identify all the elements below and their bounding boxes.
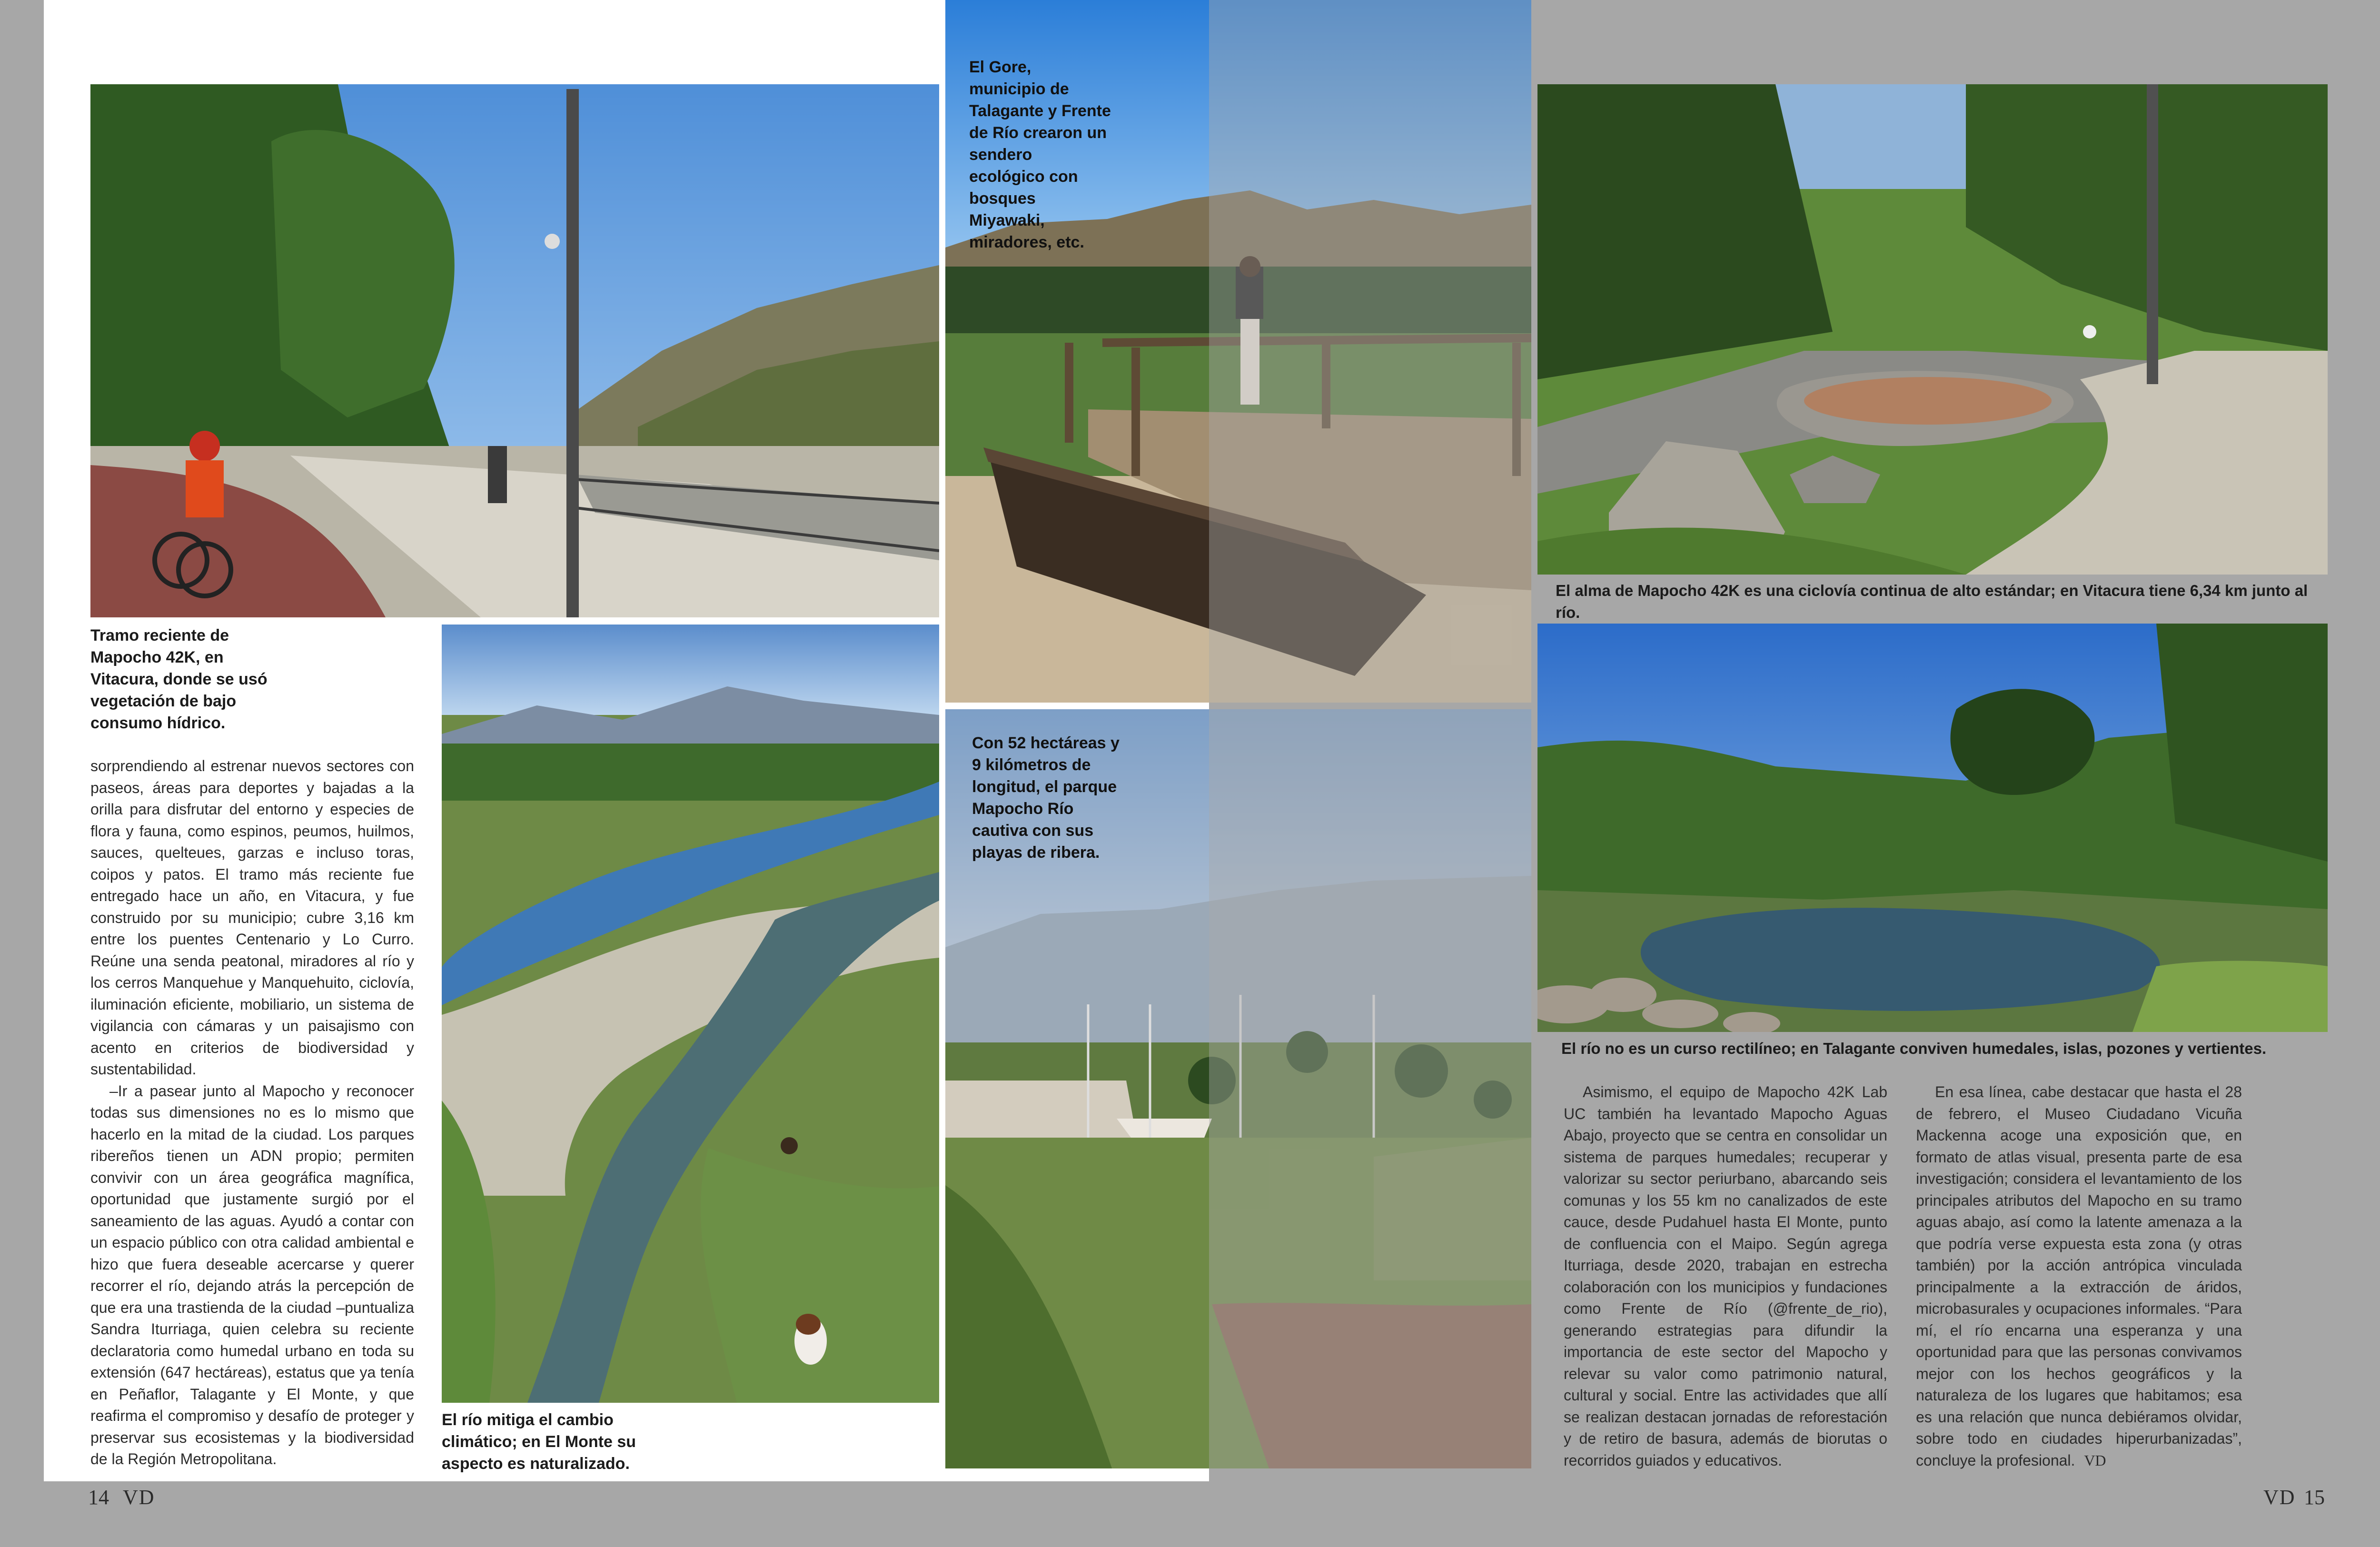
right-col2-paragraph (1916, 1081, 2242, 1471)
caption-el-monte-river: El río mitiga el cambio climático; en El Monte su aspecto es naturalizado. (442, 1411, 636, 1473)
photo-cyclist-bike-path (90, 84, 939, 617)
left-body-paragraph-1: sorprendiendo al estrenar nuevos sectores con paseos, áreas para deportes y bajadas a la orilla para disfrutar del entorno y especies de flora y fauna, como espinos, peumos, huilmos, sauces, quelteues, garzas e incluso toras, coipos y patos. El tramo más reciente fue entregado hace un año, en Vitacura, y fue construido por su municipio; cubre 3,16 km entre los puentes Centenario y Lo Curro. Reúne una senda peatonal, miradores al río y los cerros Manquehue y Manquehuito, ciclovía, iluminación eficiente, mobiliario, un sistema de vigilancia con cámaras y un paisajismo con acento en criterios de biodiversidad y sustentabilidad. (90, 757, 414, 1078)
caption-ciclovia-vitacura: El alma de Mapocho 42K es una ciclovía continua de alto estándar; en Vitacura tiene 6,34 km junto al río. (1556, 582, 2308, 621)
photo-ciclovia-boulder (1537, 84, 2328, 575)
caption-gore-sendero: El Gore, municipio de Talagante y Frente de Río crearon un sendero ecológico con bosques Miyawaki, miradores, etc. (969, 58, 1111, 251)
right-page-number: 15 (2304, 1486, 2325, 1509)
photo-talagante-pond (1537, 624, 2328, 1032)
gray-tint-overlay-bottom (1209, 709, 1531, 1468)
right-col2-text: En esa línea, cabe destacar que hasta el 28 de febrero, el Museo Ciudadano Vicuña Mackenna acoge una exposición que, en formato de atlas visual, presenta parte de esa investigación; considera el levantamiento de los principales atributos del Mapocho en su tramo aguas abajo, así como la latente amenaza a la que podría verse expuesta esta zona (y otras también) por la acción antrópica vinculada principalmente a la extracción de áridos, microbasurales y ocupaciones informales. “Para mí, el río encarna una esperanza y una oportunidad para que las personas convivamos mejor con los hechos geográficos y la naturaleza de los lugares que habitamos; esa es una relación que nunca debiéramos olvidar, sobre todo en ciudades hiperurbanizadas”, concluye la profesional. (1916, 1083, 2242, 1469)
caption-talagante-rio: El río no es un curso rectilíneo; en Talagante conviven humedales, islas, pozones y vertientes. (1561, 1040, 2267, 1057)
right-body-column-2 (1916, 1081, 2242, 1471)
caption-vitacura-tramo: Tramo reciente de Mapocho 42K, en Vitacura, donde se usó vegetación de bajo consumo hídrico. (90, 626, 268, 732)
left-body-paragraph-2: –Ir a pasear junto al Mapocho y reconocer todas sus dimensiones no es lo mismo que hacerlo en la mitad de la ciudad. Los parques ribereños tienen un ADN propio; permiten convivir con un área geográfica magnífica, oportunidad que justamente surgió por el saneamiento de las aguas. Ayudó a contar con un espacio público con otra calidad ambiental e hizo que fuera deseable acercarse y querer recorrer el río, dejando atrás la percepción de que era una trastienda de la ciudad –puntualiza Sandra Iturriaga, quien celebra su reciente declaratoria como humedal urbano en toda su extensión (647 hectáreas), estatus que ya tenía en Peñaflor, Talagante y El Monte, y que reafirma el compromiso y desafío de proteger y preservar sus ecosistemas y la biodiversidad de la Región Metropolitana. (90, 1082, 414, 1468)
right-body-column-1 (1564, 1081, 1887, 1471)
caption-parque-mapocho-rio: Con 52 hectáreas y 9 kilómetros de longitud, el parque Mapocho Río cautiva con sus playas de ribera. (972, 734, 1120, 862)
left-page-number: 14 (88, 1486, 109, 1509)
right-folio-logo: VD (2263, 1486, 2296, 1509)
left-folio-logo: VD (123, 1486, 155, 1509)
left-body-text (90, 755, 414, 1470)
photo-river-el-monte (442, 625, 939, 1403)
right-col1-paragraph: Asimismo, el equipo de Mapocho 42K Lab UC también ha levantado Mapocho Aguas Abajo, proyecto que se centra en consolidar un sistema de parques humedales; recuperar y valorizar su sector periurbano, abarcando seis comunas y los 55 km no canalizados de este cauce, desde Pudahuel hasta El Monte, punto de confluencia con el Maipo. Según agrega Iturriaga, desde 2020, trabajan en estrecha colaboración con los municipios y fundaciones como Frente de Río (@frente_de_rio), generando estrategias para difundir la importancia de este sector del Mapocho y relevar su valor como patrimonio natural, cultural y social. Entre las actividades que allí se realizan destacan jornadas de reforestación y de retiro de basura, además de biorutas o recorridos guiados y educativos. (1564, 1083, 1887, 1469)
gray-tint-overlay-top (1209, 0, 1531, 703)
end-mark-logo: VD (2084, 1451, 2106, 1469)
